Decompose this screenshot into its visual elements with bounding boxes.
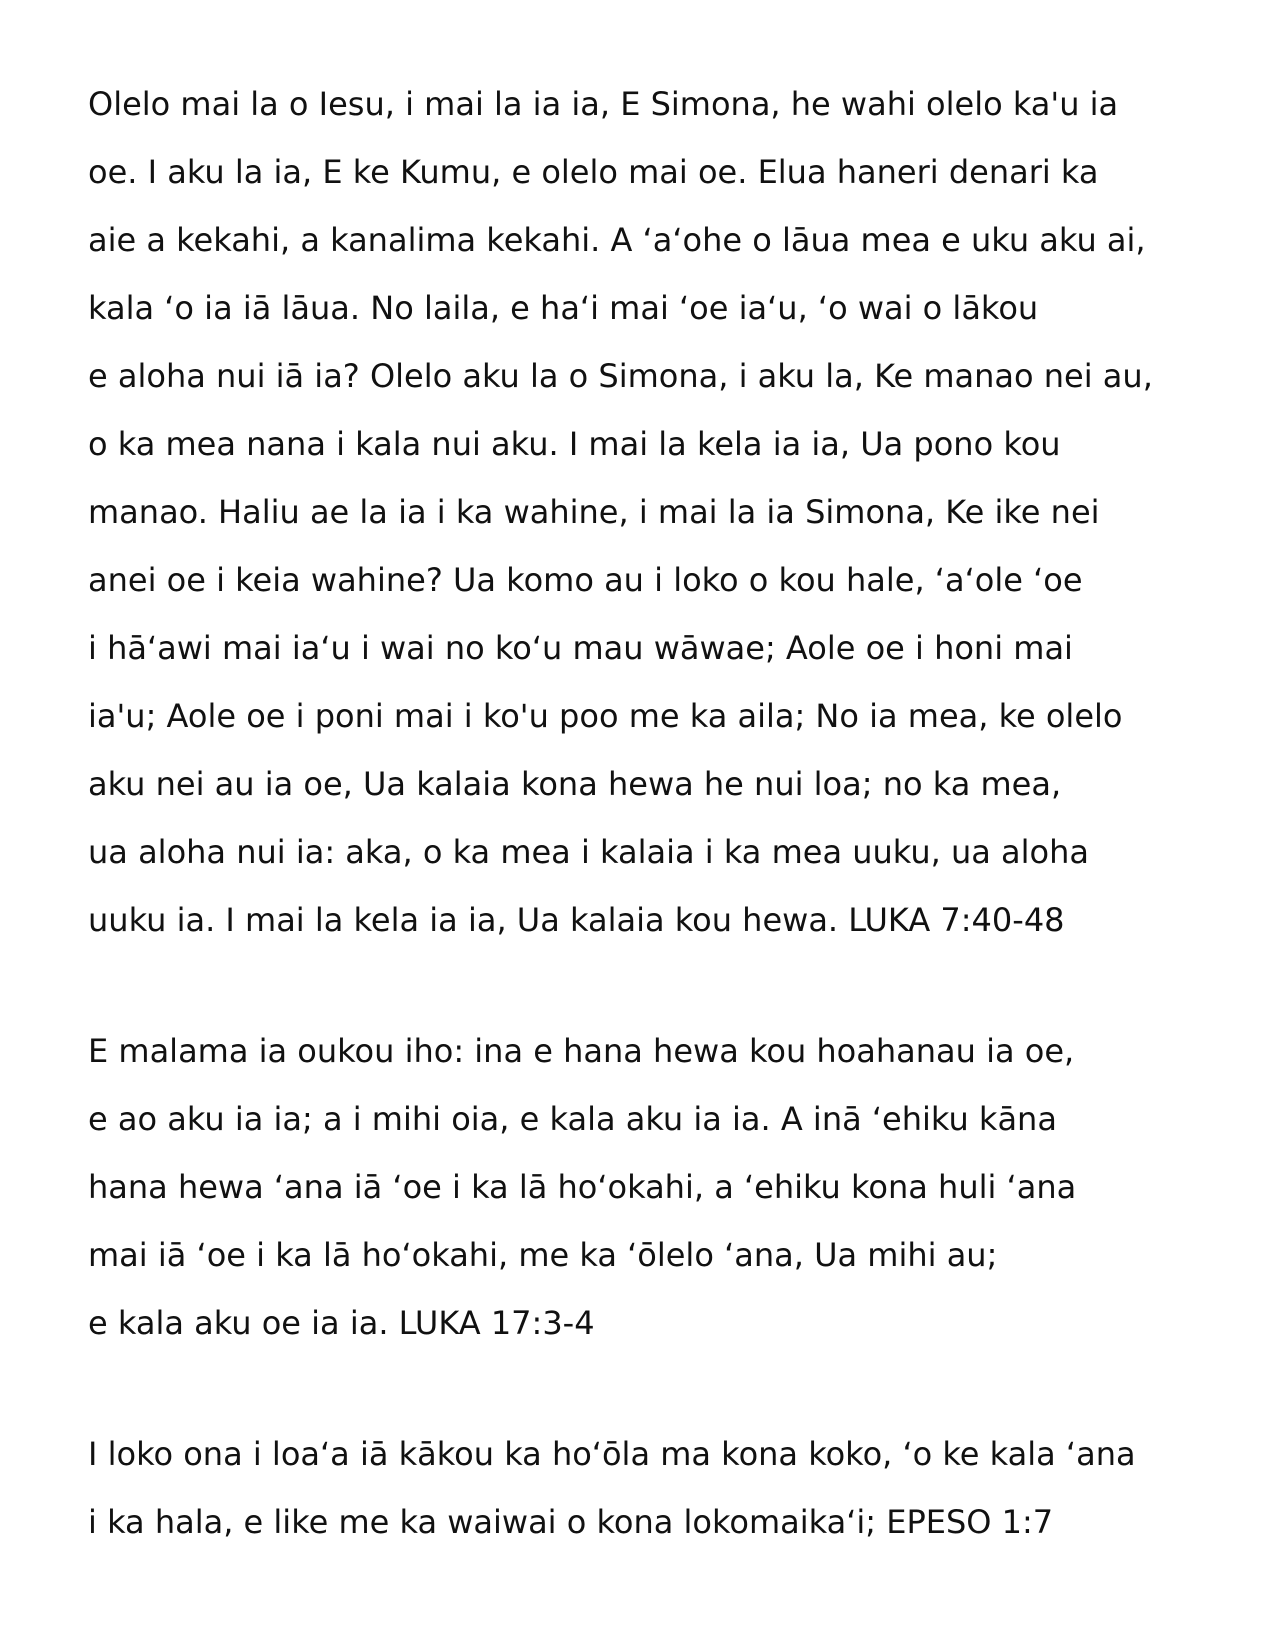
text-line: e aloha nui iā ia? Olelo aku la o Simona, i aku la, Ke manao nei au, bbox=[88, 357, 1153, 395]
text-line: Olelo mai la o Iesu, i mai la ia ia, E Simona, he wahi olelo ka'u ia bbox=[88, 85, 1119, 123]
text-line: manao. Haliu ae la ia i ka wahine, i mai la ia Simona, Ke ike nei bbox=[88, 493, 1100, 531]
text-line: aku nei au ia oe, Ua kalaia kona hewa he nui loa; no ka mea, bbox=[88, 765, 1062, 803]
scripture-passage-epeso-1 bbox=[88, 1420, 1248, 1556]
text-line: i ka hala, e like me ka waiwai o kona lokomaika‘i; EPESO 1:7 bbox=[88, 1503, 1054, 1541]
text-line: aie a kekahi, a kanalima kekahi. A ‘a‘ohe o lāua mea e uku aku ai, bbox=[88, 221, 1146, 259]
scripture-passage-luka-7 bbox=[88, 70, 1248, 954]
document-page bbox=[88, 70, 1248, 1619]
text-line: anei oe i keia wahine? Ua komo au i loko o kou hale, ‘a‘ole ‘oe bbox=[88, 561, 1083, 599]
text-line: hana hewa ‘ana iā ‘oe i ka lā ho‘okahi, a ‘ehiku kona huli ‘ana bbox=[88, 1168, 1077, 1206]
text-line: ua aloha nui ia: aka, o ka mea i kalaia i ka mea uuku, ua aloha bbox=[88, 833, 1089, 871]
text-line: e kala aku oe ia ia. LUKA 17:3-4 bbox=[88, 1304, 595, 1342]
text-line: mai iā ‘oe i ka lā ho‘okahi, me ka ‘ōlelo ‘ana, Ua mihi au; bbox=[88, 1236, 998, 1274]
text-line: E malama ia oukou iho: ina e hana hewa kou hoahanau ia oe, bbox=[88, 1032, 1075, 1070]
text-line: ia'u; Aole oe i poni mai i ko'u poo me ka aila; No ia mea, ke olelo bbox=[88, 697, 1123, 735]
text-line: i hā‘awi mai ia‘u i wai no ko‘u mau wāwae; Aole oe i honi mai bbox=[88, 629, 1073, 667]
text-line: kala ‘o ia iā lāua. No laila, e ha‘i mai ‘oe ia‘u, ‘o wai o lākou bbox=[88, 289, 1039, 327]
text-line: I loko ona i loa‘a iā kākou ka ho‘ōla ma kona koko, ‘o ke kala ‘ana bbox=[88, 1435, 1136, 1473]
scripture-passage-luka-17 bbox=[88, 1017, 1248, 1357]
text-line: o ka mea nana i kala nui aku. I mai la kela ia ia, Ua pono kou bbox=[88, 425, 1061, 463]
text-line: oe. I aku la ia, E ke Kumu, e olelo mai oe. Elua haneri denari ka bbox=[88, 153, 1099, 191]
text-line: e ao aku ia ia; a i mihi oia, e kala aku ia ia. A inā ‘ehiku kāna bbox=[88, 1100, 1057, 1138]
text-line: uuku ia. I mai la kela ia ia, Ua kalaia kou hewa. LUKA 7:40-48 bbox=[88, 901, 1065, 939]
